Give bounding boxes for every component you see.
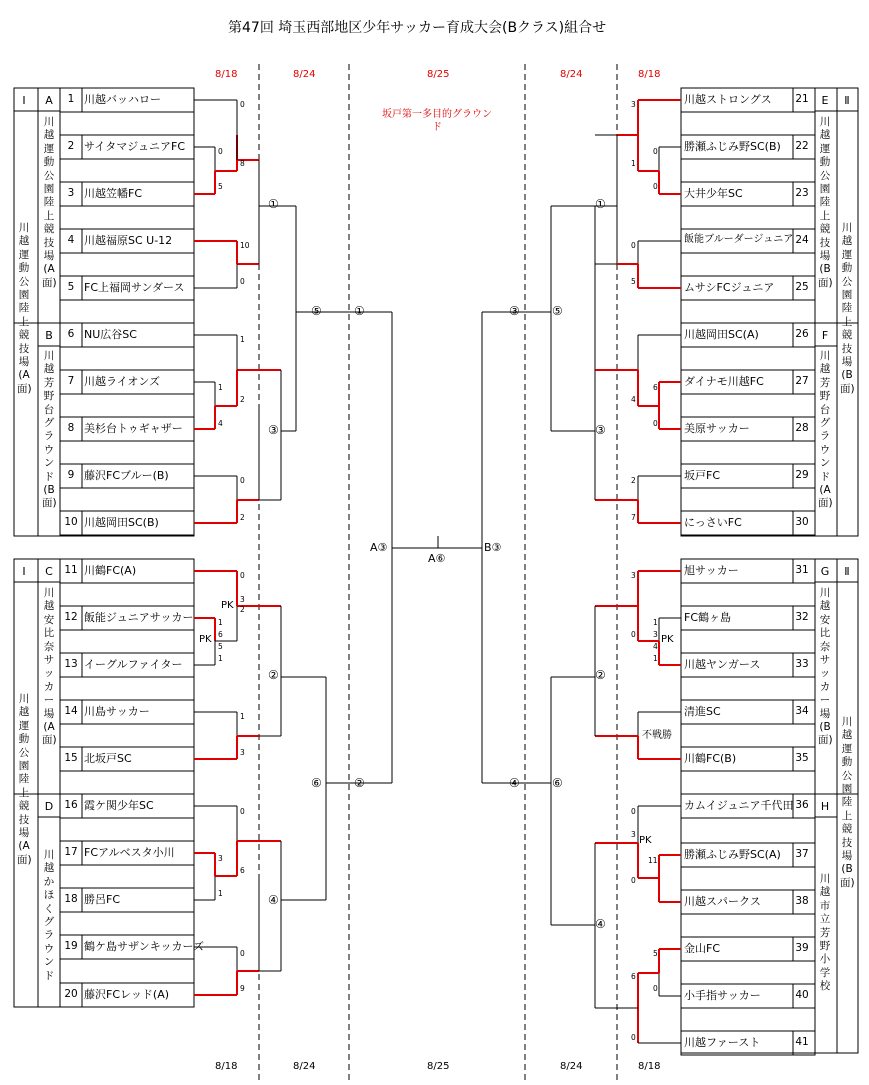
date-label: 8/24 [293, 69, 316, 80]
team-number: 4 [67, 234, 75, 246]
team-name: 霞ケ関少年SC [84, 799, 154, 812]
round-label: ④ [509, 776, 520, 790]
score: 0 [631, 630, 636, 639]
score: 3 [218, 854, 223, 863]
team-name: 川鶴FC(A) [84, 564, 137, 577]
score: 0 [240, 949, 245, 958]
team-number: 33 [795, 658, 809, 670]
score: 4 [653, 642, 658, 651]
team-name: サイタマジュニアFC [84, 140, 186, 153]
score: 4 [218, 419, 223, 428]
score: 0 [631, 807, 636, 816]
team-name: 北坂戸SC [84, 752, 132, 765]
venue-label: 川越芳野台グラウンド(A面) [818, 350, 833, 510]
group-label: H [820, 800, 830, 813]
score: 2 [631, 476, 636, 485]
team-number: 27 [795, 375, 809, 387]
team-number: 30 [795, 516, 809, 528]
team-number: 41 [795, 1036, 809, 1048]
team-name: 藤沢FCブルー(B) [84, 469, 169, 482]
team-name: 清進SC [684, 705, 721, 718]
score: 6 [653, 383, 658, 392]
team-number: 29 [795, 469, 809, 481]
score: 6 [240, 866, 245, 875]
round-label: ⑤ [311, 304, 322, 318]
round-label: ① [595, 197, 606, 211]
venue-label: 川越運動公園陸上競技場(B面) [840, 716, 855, 889]
score: 3 [240, 595, 245, 604]
venue-label: 川越運動公園陸上競技場(A面) [42, 116, 57, 289]
team-name: 藤沢FCレッド(A) [84, 988, 170, 1001]
final-venue: 坂戸第一多目的グラウンド [382, 109, 492, 133]
score: 0 [631, 241, 636, 250]
team-number: 19 [64, 940, 78, 952]
team-name: 川越ファースト [684, 1036, 761, 1049]
group-label: G [820, 565, 830, 578]
score: 2 [240, 605, 245, 614]
side-label: Ⅱ [844, 565, 850, 578]
score: 11 [648, 856, 658, 865]
team-name: 川越バッハロー [84, 93, 161, 106]
team-name: 川越岡田SC(A) [684, 328, 759, 341]
team-number: 17 [64, 846, 78, 858]
team-name: FCアルベスタ小川 [84, 846, 175, 859]
team-name: ムサシFCジュニア [684, 281, 775, 294]
score: 9 [240, 984, 245, 993]
team-name: 勝呂FC [84, 893, 121, 906]
page-title: 第47回 埼玉西部地区少年サッカー育成大会(Bクラス)組合せ [228, 20, 607, 36]
round-label: ⑥ [552, 776, 563, 790]
team-name: 鶴ケ島サザンキッカーズ [84, 940, 205, 953]
venue-label: 川越運動公園陸上競技場(A面) [17, 222, 32, 395]
score: 4 [631, 395, 636, 404]
score: 6 [218, 630, 223, 639]
score: 1 [653, 654, 658, 663]
team-number: 15 [64, 752, 78, 764]
venue-label: 川越かほくグラウンド [43, 849, 55, 982]
team-name: 飯能ブルーダージュニア [684, 234, 794, 245]
group-label: D [44, 800, 54, 813]
team-name: 飯能ジュニアサッカー [84, 611, 194, 624]
team-number: 23 [795, 187, 809, 199]
round-label: A⑥ [428, 552, 446, 565]
team-number: 22 [795, 140, 809, 152]
score: 3 [653, 630, 658, 639]
team-number: 24 [795, 234, 809, 246]
score: 0 [240, 807, 245, 816]
date-label: 8/25 [427, 69, 450, 80]
team-name: 勝瀬ふじみ野SC(A) [684, 848, 781, 861]
round-label: ① [268, 197, 279, 211]
round-label: ② [595, 668, 606, 682]
venue-label: 川越安比奈サッカー場(B面) [818, 587, 833, 747]
date-label: 8/24 [293, 1061, 316, 1072]
team-number: 28 [795, 422, 809, 434]
team-number: 25 [795, 281, 809, 293]
team-name: 美杉台トゥギャザー [84, 422, 183, 435]
score: 0 [631, 1033, 636, 1042]
score: 1 [218, 889, 223, 898]
score: 2 [240, 395, 245, 404]
team-name: 川島サッカー [84, 705, 150, 718]
venue-label: 川越運動公園陸上競技場(B面) [818, 116, 833, 289]
team-number: 38 [795, 895, 809, 907]
side-label: Ⅱ [844, 94, 850, 107]
round-label: ④ [268, 893, 279, 907]
team-number: 20 [64, 988, 78, 1000]
score: 0 [653, 419, 658, 428]
team-name: 川越福原SC U-12 [84, 234, 173, 247]
team-name: 坂戸FC [684, 469, 721, 482]
score: 8 [240, 159, 245, 168]
team-name: 川鶴FC(B) [684, 752, 737, 765]
group-label: B [45, 329, 53, 342]
group-label: C [45, 565, 53, 578]
team-number: 26 [795, 328, 809, 340]
score: 0 [631, 876, 636, 885]
date-label: 8/24 [560, 1061, 583, 1072]
team-number: 13 [64, 658, 78, 670]
score: 0 [240, 277, 245, 286]
team-name: 美原サッカー [684, 422, 750, 435]
pk-mark: PK [639, 835, 652, 846]
score: 0 [653, 984, 658, 993]
score: 3 [240, 748, 245, 757]
side-label: Ⅰ [22, 565, 26, 578]
team-name: 勝瀬ふじみ野SC(B) [684, 140, 781, 153]
score: 3 [631, 100, 636, 109]
team-name: 川越岡田SC(B) [84, 516, 159, 529]
team-name: 旭サッカー [684, 564, 739, 577]
team-number: 14 [64, 705, 78, 717]
team-name: 川越ライオンズ [84, 375, 161, 388]
team-number: 2 [67, 140, 75, 152]
score: 2 [240, 513, 245, 522]
score: 0 [218, 147, 223, 156]
date-label: 8/18 [215, 1061, 238, 1072]
score: 1 [218, 383, 223, 392]
team-number: 10 [64, 516, 78, 528]
score: 1 [653, 618, 658, 627]
group-label: F [821, 329, 829, 342]
round-label: ⑥ [311, 776, 322, 790]
round-label: ③ [595, 423, 606, 437]
team-name: 川越ヤンガース [684, 658, 761, 671]
score: 1 [218, 654, 223, 663]
team-number: 39 [795, 942, 809, 954]
team-number: 7 [67, 375, 75, 387]
round-label: ④ [595, 917, 606, 931]
team-name: FC鶴ヶ島 [684, 611, 732, 624]
round-label: ② [268, 668, 279, 682]
round-label: B③ [484, 541, 502, 554]
score: 0 [240, 476, 245, 485]
date-label: 8/24 [560, 69, 583, 80]
team-number: 34 [795, 705, 809, 717]
venue-label: 川越運動公園陸上競技場(A面) [17, 693, 32, 866]
pk-mark: PK [199, 634, 212, 645]
team-name: イーグルファイター [84, 658, 183, 671]
score: 0 [240, 571, 245, 580]
group-label: E [821, 94, 829, 107]
team-name: 川越笠幡FC [84, 187, 143, 200]
date-label: 8/18 [638, 69, 661, 80]
venue-label: 川越安比奈サッカー場(A面) [42, 587, 57, 747]
round-label: ③ [509, 304, 520, 318]
score: 1 [240, 712, 245, 721]
team-number: 9 [67, 469, 75, 481]
score: 10 [240, 241, 250, 250]
score: 5 [631, 277, 636, 286]
round-label: ③ [268, 423, 279, 437]
team-number: 16 [64, 799, 78, 811]
team-number: 12 [64, 611, 78, 623]
team-number: 40 [795, 989, 809, 1001]
pk-mark: PK [661, 634, 674, 645]
score: 6 [631, 972, 636, 981]
team-number: 37 [795, 848, 809, 860]
venue-label: 川越芳野台グラウンド(B面) [42, 350, 57, 510]
score: 0 [653, 182, 658, 191]
team-name: NU広谷SC [84, 328, 137, 341]
team-number: 32 [795, 611, 809, 623]
team-name: 川越スパークス [684, 895, 761, 908]
score: 0 [653, 147, 658, 156]
score: 1 [631, 159, 636, 168]
venue-label: 川越運動公園陸上競技場(B面) [840, 222, 855, 395]
date-label: 8/25 [427, 1061, 450, 1072]
team-number: 11 [64, 564, 78, 576]
score: 7 [631, 513, 636, 522]
team-number: 35 [795, 752, 809, 764]
team-number: 6 [67, 328, 75, 340]
team-number: 21 [795, 93, 809, 105]
score: 5 [653, 949, 658, 958]
score: 1 [240, 335, 245, 344]
team-name: FC上福岡サンダース [84, 281, 185, 294]
team-name: 川越ストロングス [684, 93, 772, 106]
score: 3 [631, 830, 636, 839]
group-label: A [45, 94, 53, 107]
team-number: 18 [64, 893, 78, 905]
score: 0 [240, 100, 245, 109]
venue-label: 川越市立芳野小学校 [819, 873, 831, 993]
team-name: ダイナモ川越FC [684, 375, 764, 388]
score: 1 [218, 618, 223, 627]
forfeit-mark: 不戦勝 [642, 730, 672, 741]
team-number: 5 [67, 281, 75, 293]
team-number: 8 [67, 422, 75, 434]
round-label: ⑤ [552, 304, 563, 318]
team-number: 3 [67, 187, 75, 199]
team-name: にっさいFC [684, 516, 742, 529]
team-name: 大井少年SC [684, 187, 743, 200]
team-name: 金山FC [684, 942, 721, 955]
score: 5 [218, 182, 223, 191]
team-name: カムイジュニア千代田 [684, 799, 794, 812]
team-name: 小手指サッカー [684, 989, 761, 1002]
score: 3 [631, 571, 636, 580]
team-number: 1 [67, 93, 75, 105]
side-label: Ⅰ [22, 94, 26, 107]
date-label: 8/18 [638, 1061, 661, 1072]
round-label: ② [354, 776, 365, 790]
round-label: ① [354, 304, 365, 318]
team-number: 36 [795, 799, 809, 811]
score: 5 [218, 642, 223, 651]
date-label: 8/18 [215, 69, 238, 80]
pk-mark: PK [221, 600, 234, 611]
round-label: A③ [370, 541, 388, 554]
team-number: 31 [795, 564, 809, 576]
